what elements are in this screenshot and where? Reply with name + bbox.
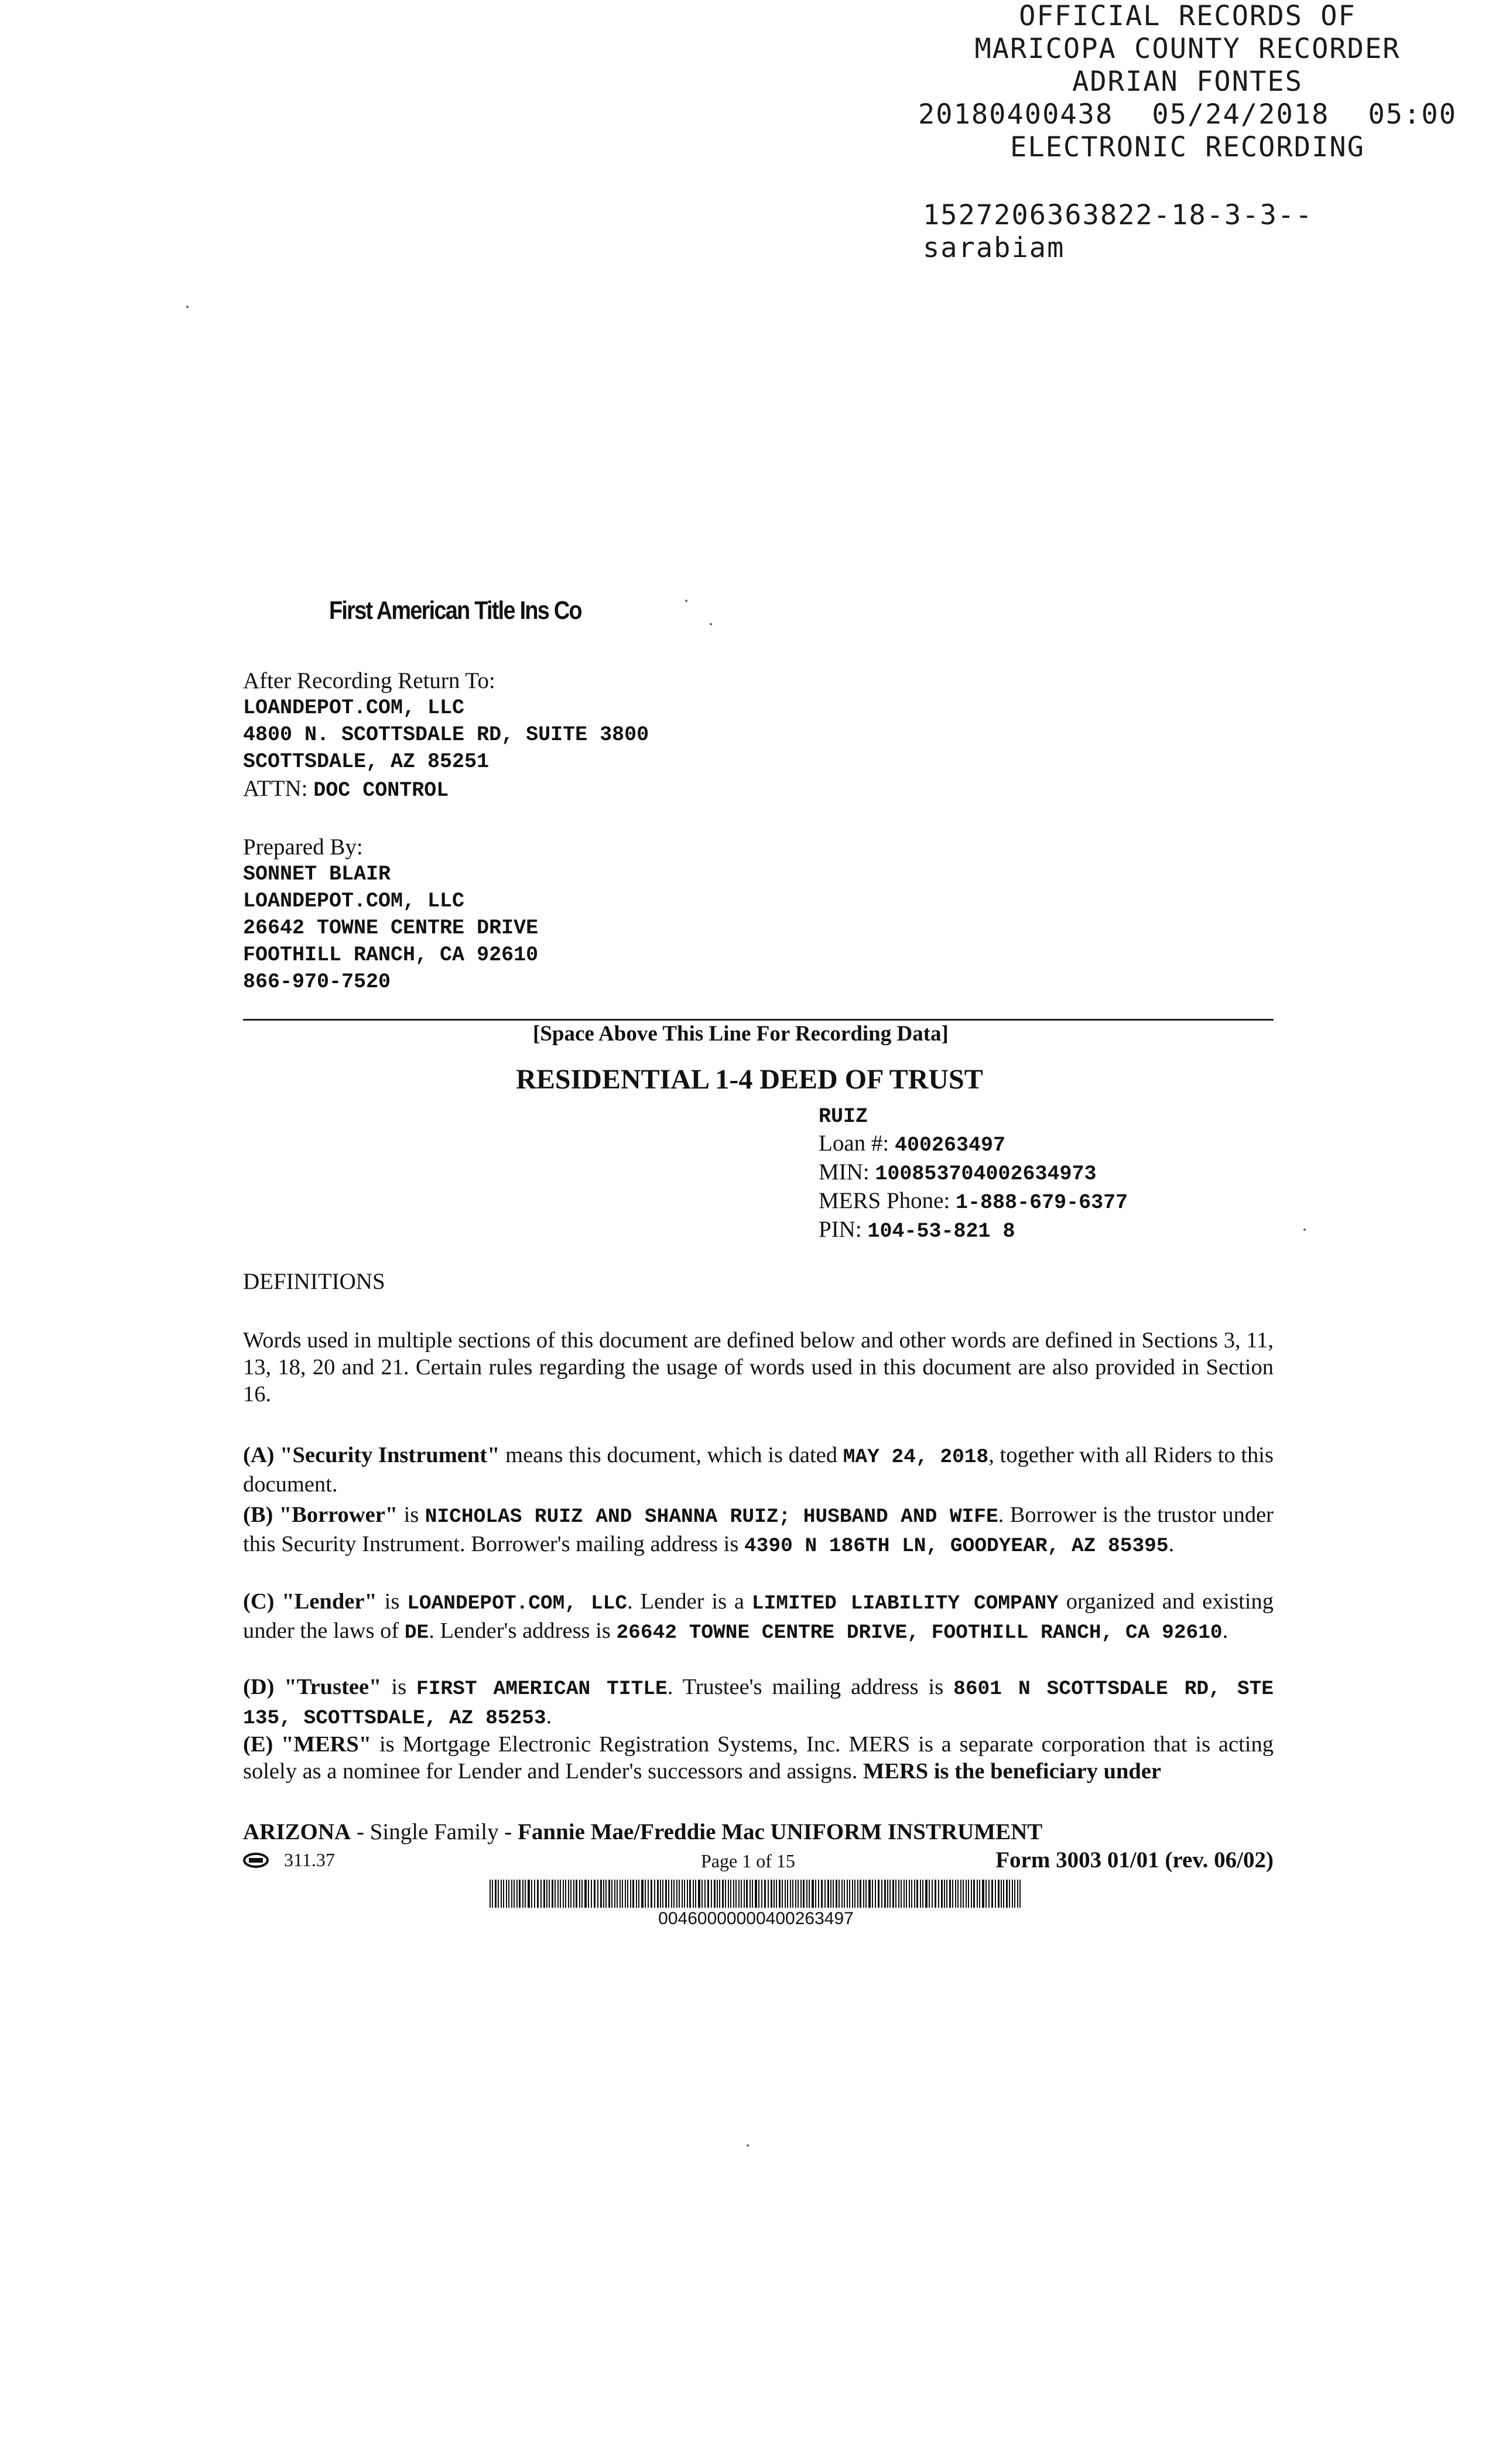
return-to-name: LOANDEPOT.COM, LLC	[243, 696, 465, 720]
scan-speck	[747, 2144, 749, 2147]
footer-form-desc-1: - Single Family -	[351, 1819, 518, 1844]
return-to-address-1: 4800 N. SCOTTSDALE RD, SUITE 3800	[243, 723, 649, 747]
definition-a	[243, 1442, 1274, 1498]
min-label: MIN:	[819, 1159, 870, 1185]
definition-d	[243, 1674, 1274, 1732]
lender-address: 26642 TOWNE CENTRE DRIVE, FOOTHILL RANCH, CA 92610	[616, 1621, 1223, 1644]
recorder-line-3: ADRIAN FONTES	[1072, 66, 1303, 98]
definition-e-term: (E) "MERS"	[243, 1732, 372, 1757]
definition-b-text-2: . Borrower is the trustor under this Security Instrument. Borrower's mailing address is	[243, 1503, 1274, 1556]
loan-info-block	[819, 1103, 1128, 1245]
footer-vendor	[243, 1849, 335, 1871]
definition-c-text-1: is	[377, 1589, 408, 1614]
loan-barcode	[490, 1880, 1022, 1908]
pin-label: PIN:	[819, 1217, 862, 1242]
tracking-user: sarabiam	[923, 232, 1065, 264]
ellie-mae-logo-icon	[243, 1853, 269, 1868]
scan-speck	[685, 600, 687, 602]
security-instrument-date: MAY 24, 2018	[843, 1446, 989, 1469]
scan-speck	[186, 306, 189, 308]
definition-d-term: (D) "Trustee"	[243, 1675, 382, 1699]
footer-state: ARIZONA	[243, 1819, 351, 1844]
barcode-number: 00460000000400263497	[658, 1909, 854, 1928]
definition-e-text-1: is Mortgage Electronic Registration Systems, Inc. MERS is a separate corporation that is acting solely as a nominee for Lender and Lender's successors and assigns.	[243, 1732, 1274, 1784]
definition-e-bold-tail: MERS is the beneficiary under	[863, 1759, 1162, 1784]
recording-divider	[243, 1019, 1274, 1021]
prepared-by-block	[243, 834, 538, 995]
pin-value: 104-53-821 8	[867, 1220, 1015, 1243]
page-number: Page 1 of 15	[701, 1850, 795, 1871]
recorder-line-2: MARICOPA COUNTY RECORDER	[974, 33, 1401, 65]
title-company-stamp: First American Title Ins Co	[329, 596, 581, 625]
definition-b	[243, 1501, 1274, 1560]
form-number: Form 3003 01/01 (rev. 06/02)	[995, 1847, 1274, 1873]
definition-d-text-3: .	[546, 1704, 552, 1729]
min-value: 100853704002634973	[875, 1162, 1097, 1186]
borrower-names: NICHOLAS RUIZ AND SHANNA RUIZ; HUSBAND AND WIFE	[425, 1505, 998, 1528]
recorder-line-4	[918, 98, 1457, 131]
tracking-block	[923, 199, 1313, 265]
prepared-by-address-2: FOOTHILL RANCH, CA 92610	[243, 943, 539, 967]
footer-meta-line	[243, 1849, 1274, 1875]
definitions-intro: Words used in multiple sections of this document are defined below and other words are defined in Sections 3, 11, 13, 18, 20 and 21. Certain rules regarding the usage of words used in this document are also provided in Section 16.	[243, 1328, 1274, 1406]
definition-b-text-1: is	[398, 1503, 425, 1527]
return-to-address-2: SCOTTSDALE, AZ 85251	[243, 750, 490, 774]
definition-a-text-1: means this document, which is dated	[499, 1443, 843, 1467]
recording-time: 05:00	[1368, 98, 1457, 131]
lender-entity-type: LIMITED LIABILITY COMPANY	[751, 1592, 1059, 1615]
lender-name: LOANDEPOT.COM, LLC	[407, 1592, 628, 1615]
pin-line	[819, 1216, 1128, 1245]
definition-c-term: (C) "Lender"	[243, 1589, 377, 1614]
mers-phone-value: 1-888-679-6377	[956, 1191, 1128, 1214]
definition-d-text-2: . Trustee's mailing address is	[667, 1675, 954, 1699]
trustee-name: FIRST AMERICAN TITLE	[416, 1678, 668, 1700]
recorder-line-1: OFFICIAL RECORDS OF	[1019, 0, 1356, 32]
loan-number-label: Loan #:	[819, 1131, 889, 1156]
return-to-heading: After Recording Return To:	[243, 668, 495, 693]
definition-b-text-3: .	[1168, 1532, 1175, 1556]
definition-a-term: (A) "Security Instrument"	[243, 1443, 500, 1467]
mers-phone-label: MERS Phone:	[819, 1188, 950, 1213]
definition-e	[243, 1731, 1274, 1785]
prepared-by-company: LOANDEPOT.COM, LLC	[243, 889, 465, 913]
prepared-by-heading: Prepared By:	[243, 834, 363, 860]
vendor-code: 311.37	[284, 1849, 335, 1870]
loan-number-line	[819, 1130, 1128, 1159]
tracking-code: 1527206363822-18-3-3--	[923, 199, 1313, 231]
borrower-surname: RUIZ	[819, 1105, 868, 1128]
definition-c-text-3: organized and existing under the laws of	[243, 1589, 1274, 1643]
recorder-stamp	[918, 0, 1457, 164]
return-to-attn	[243, 775, 649, 804]
document-title: RESIDENTIAL 1-4 DEED OF TRUST	[516, 1064, 983, 1095]
definition-b-term: (B) "Borrower"	[243, 1503, 398, 1527]
definitions-heading: DEFINITIONS	[243, 1269, 385, 1294]
recorder-line-5: ELECTRONIC RECORDING	[1010, 131, 1365, 163]
trustee-address: 8601 N SCOTTSDALE RD, STE 135, SCOTTSDALE, AZ 85253	[243, 1678, 1274, 1730]
prepared-by-address-1: 26642 TOWNE CENTRE DRIVE	[243, 916, 539, 940]
scan-speck	[710, 623, 712, 625]
min-line	[819, 1159, 1128, 1187]
lender-state: DE	[404, 1621, 429, 1644]
definition-c-text-5: .	[1222, 1618, 1228, 1643]
attn-label: ATTN:	[243, 776, 308, 801]
borrower-address: 4390 N 186TH LN, GOODYEAR, AZ 85395	[744, 1535, 1169, 1558]
definition-c-text-2: . Lender is a	[627, 1589, 752, 1614]
definition-c-text-4: . Lender's address is	[429, 1618, 617, 1643]
prepared-by-phone: 866-970-7520	[243, 970, 391, 994]
return-to-block	[243, 668, 649, 804]
footer-form-line	[243, 1819, 1274, 1845]
recording-doc-number: 20180400438	[918, 98, 1114, 131]
mers-phone-line	[819, 1187, 1128, 1216]
footer-form-desc-2: Fannie Mae/Freddie Mac UNIFORM INSTRUMENT	[518, 1819, 1043, 1844]
recording-date: 05/24/2018	[1152, 98, 1330, 131]
attn-value: DOC CONTROL	[313, 779, 449, 802]
definition-c	[243, 1588, 1274, 1647]
definition-a-text-2: , together with all Riders to this document.	[243, 1443, 1274, 1497]
loan-number-value: 400263497	[894, 1134, 1005, 1157]
scan-speck	[1303, 1228, 1306, 1231]
prepared-by-person: SONNET BLAIR	[243, 863, 391, 886]
definition-d-text-1: is	[381, 1675, 416, 1699]
space-above-note: [Space Above This Line For Recording Data]	[533, 1022, 949, 1046]
